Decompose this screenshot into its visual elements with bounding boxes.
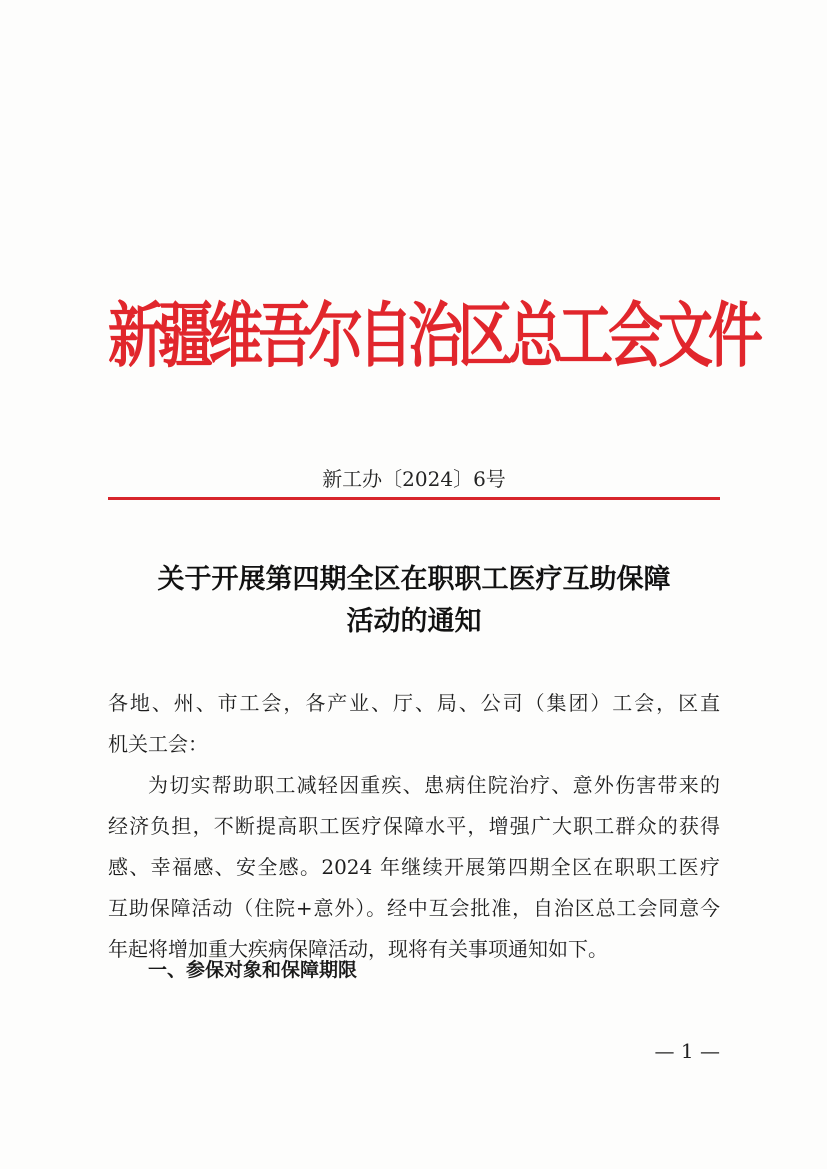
- addressee-line: 机关工会：: [108, 732, 208, 756]
- red-divider-line: [108, 497, 720, 500]
- body-paragraph-line: 年起将增加重大疾病保障活动，现将有关事项通知如下。: [108, 937, 608, 961]
- notice-body: [108, 683, 720, 970]
- addressee-line: 各地、州、市工会，各产业、厅、局、公司（集团）工会，区直: [108, 691, 720, 715]
- body-paragraph-line: 为切实帮助职工减轻因重疾、患病住院治疗、意外伤害带来的: [148, 773, 720, 797]
- section-heading: 一、参保对象和保障期限: [148, 959, 358, 981]
- document-number: 新工办〔2024〕6号: [322, 467, 506, 491]
- document-header-title: 新疆维吾尔自治区总工会文件: [108, 294, 759, 377]
- notice-title-line: 关于开展第四期全区在职职工医疗互助保障: [157, 564, 671, 595]
- body-paragraph-line: 互助保障活动（住院+意外）。经中互会批准，自治区总工会同意今: [108, 896, 720, 920]
- notice-title: [108, 559, 720, 643]
- body-paragraph-line: 经济负担，不断提高职工医疗保障水平，增强广大职工群众的获得: [108, 814, 720, 838]
- body-paragraph-line: 感、幸福感、安全感。2024 年继续开展第四期全区在职职工医疗: [108, 855, 720, 879]
- page-number: — 1 —: [654, 1039, 720, 1063]
- notice-title-line: 活动的通知: [346, 606, 482, 637]
